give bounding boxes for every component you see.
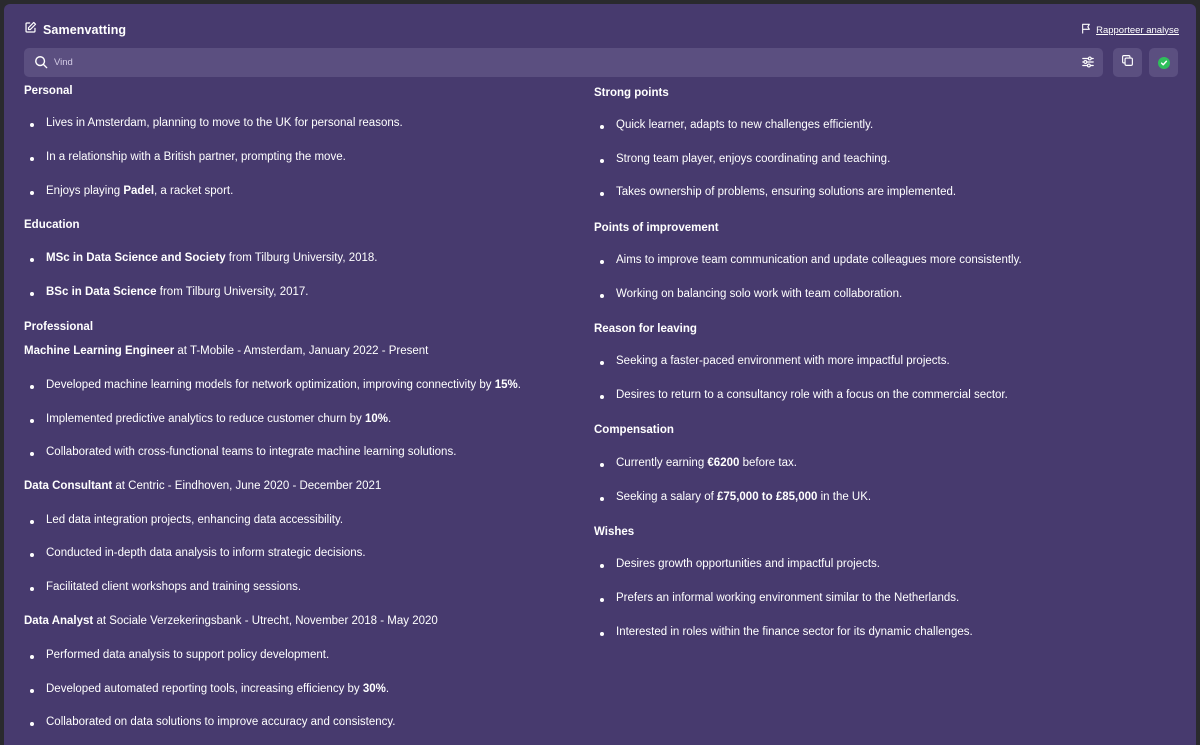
list-item: Quick learner, adapts to new challenges efficiently. xyxy=(594,119,873,131)
summary-window xyxy=(4,4,1196,745)
search-icon xyxy=(34,55,48,74)
list-item: Seeking a faster-paced environment with more impactful projects. xyxy=(594,355,950,367)
list-item: Conducted in-depth data analysis to inform strategic decisions. xyxy=(24,547,366,559)
list-item: Currently earning €6200 before tax. xyxy=(594,457,797,469)
title-group xyxy=(24,21,126,39)
list-item: Seeking a salary of £75,000 to £85,000 in the UK. xyxy=(594,491,871,503)
list-item: Aims to improve team communication and update colleagues more consistently. xyxy=(594,254,1022,266)
section-heading-reason-for-leaving: Reason for leaving xyxy=(594,323,697,335)
list-item: Desires to return to a consultancy role with a focus on the commercial sector. xyxy=(594,389,1008,401)
search-bar xyxy=(24,48,1103,77)
list-item: MSc in Data Science and Society from Tilburg University, 2018. xyxy=(24,252,378,264)
list-item: Developed automated reporting tools, increasing efficiency by 30%. xyxy=(24,683,389,695)
job-title: Machine Learning Engineer at T-Mobile - Amsterdam, January 2022 - Present xyxy=(24,345,429,357)
list-item: In a relationship with a British partner, prompting the move. xyxy=(24,151,346,163)
header xyxy=(4,4,1196,48)
list-item: BSc in Data Science from Tilburg University, 2017. xyxy=(24,286,308,298)
list-item: Desires growth opportunities and impactful projects. xyxy=(594,558,880,570)
list-item: Lives in Amsterdam, planning to move to the UK for personal reasons. xyxy=(24,117,403,129)
list-item: Developed machine learning models for network optimization, improving connectivity by 15%. xyxy=(24,379,521,391)
section-heading-strong-points: Strong points xyxy=(594,87,669,99)
report-analysis-link[interactable] xyxy=(1081,23,1179,37)
edit-icon[interactable] xyxy=(24,21,37,39)
section-heading-compensation: Compensation xyxy=(594,424,674,436)
page-title: Samenvatting xyxy=(43,23,127,37)
list-item: Interested in roles within the finance sector for its dynamic challenges. xyxy=(594,626,973,638)
list-item: Collaborated with cross-functional teams to integrate machine learning solutions. xyxy=(24,446,456,458)
list-item: Enjoys playing Padel, a racket sport. xyxy=(24,185,233,197)
job-title: Data Consultant at Centric - Eindhoven, June 2020 - December 2021 xyxy=(24,480,382,492)
list-item: Working on balancing solo work with team collaboration. xyxy=(594,288,902,300)
job-title: Data Analyst at Sociale Verzekeringsbank - Utrecht, November 2018 - May 2020 xyxy=(24,615,438,627)
list-item: Strong team player, enjoys coordinating and teaching. xyxy=(594,153,890,165)
flag-icon xyxy=(1081,23,1091,37)
section-heading-professional: Professional xyxy=(24,321,94,333)
check-circle-icon xyxy=(1158,57,1170,69)
section-heading-personal: Personal xyxy=(24,85,73,97)
search-input[interactable] xyxy=(54,52,1054,72)
list-item: Takes ownership of problems, ensuring solutions are implemented. xyxy=(594,186,956,198)
list-item: Facilitated client workshops and training sessions. xyxy=(24,581,301,593)
section-heading-wishes: Wishes xyxy=(594,526,635,538)
copy-button[interactable] xyxy=(1113,48,1142,77)
list-item: Collaborated on data solutions to improve accuracy and consistency. xyxy=(24,716,395,728)
section-heading-improvement: Points of improvement xyxy=(594,222,719,234)
sliders-icon[interactable] xyxy=(1081,55,1095,74)
list-item: Performed data analysis to support policy development. xyxy=(24,649,329,661)
report-analysis-label: Rapporteer analyse xyxy=(1096,24,1179,36)
list-item: Led data integration projects, enhancing data accessibility. xyxy=(24,514,343,526)
section-heading-education: Education xyxy=(24,219,80,231)
copy-icon xyxy=(1121,54,1134,72)
confirm-button[interactable] xyxy=(1149,48,1178,77)
list-item: Implemented predictive analytics to reduce customer churn by 10%. xyxy=(24,413,391,425)
list-item: Prefers an informal working environment similar to the Netherlands. xyxy=(594,592,959,604)
